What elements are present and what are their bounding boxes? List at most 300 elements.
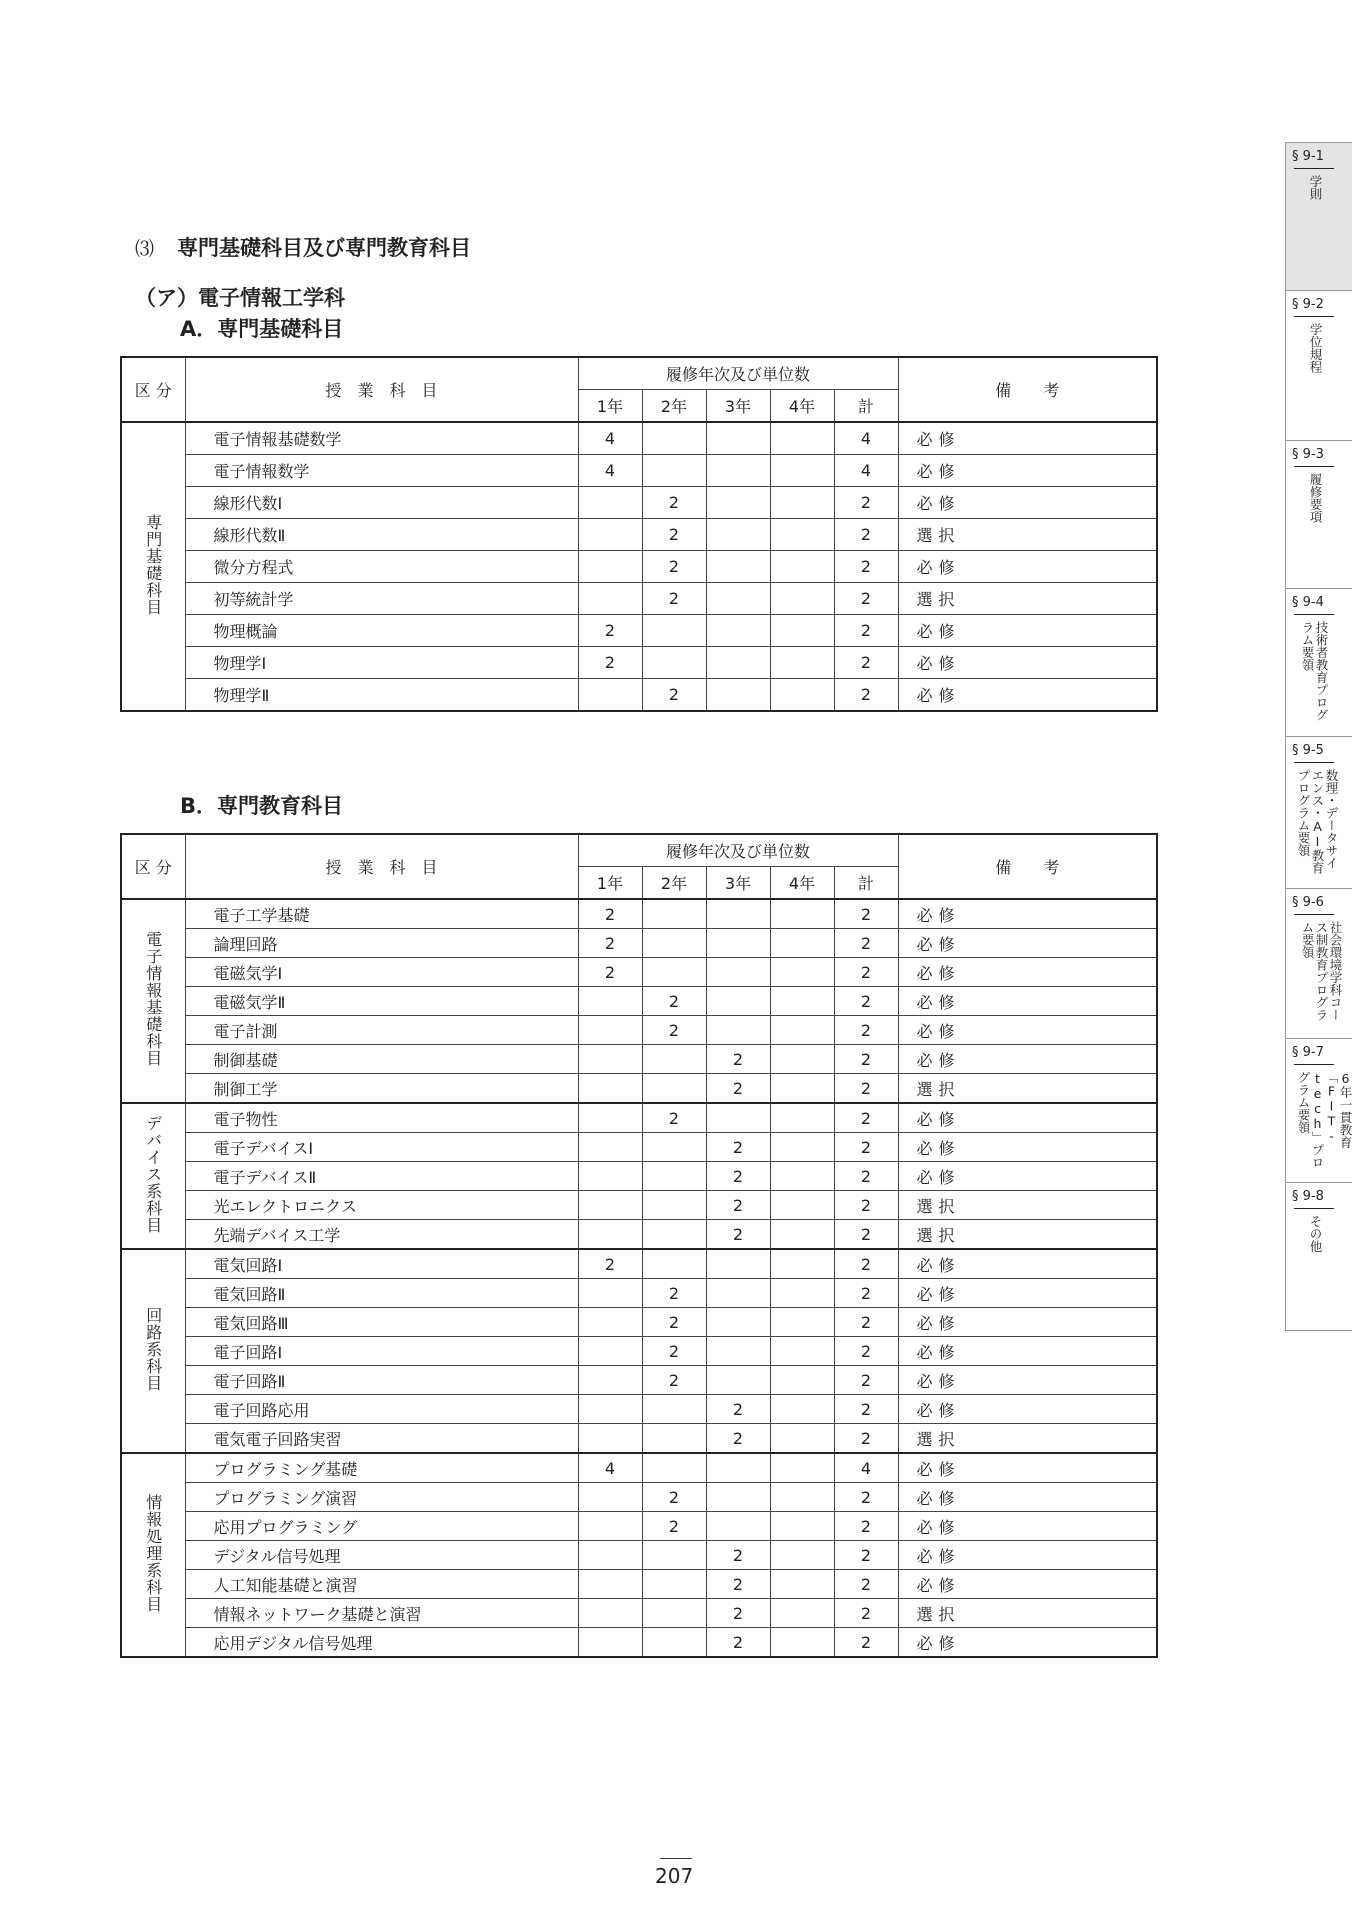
table-row [121,551,1157,583]
credit-y1-cell [578,1279,642,1308]
credit-y2-cell: 2 [642,1512,706,1541]
header-subject: 授 業 科 目 [185,357,578,422]
credit-total-cell: 2 [834,1249,898,1279]
credit-y3-cell [706,1483,770,1512]
credit-total-cell: 2 [834,899,898,929]
remark-cell: 選択 [898,1424,1157,1454]
credit-y4-cell [770,1483,834,1512]
remark-cell: 選択 [898,1220,1157,1250]
credit-total-cell: 2 [834,929,898,958]
remark-cell: 必修 [898,1628,1157,1658]
category-label: 情報処理系科目 [143,1493,163,1613]
subject-cell: デジタル信号処理 [185,1541,578,1570]
tab-code: § 9-6 [1292,895,1324,910]
credit-y4-cell [770,1453,834,1483]
credit-y2-cell [642,1162,706,1191]
subject-cell: 電気回路Ⅲ [185,1308,578,1337]
credit-y2-cell: 2 [642,1103,706,1133]
subject-cell: 先端デバイス工学 [185,1220,578,1250]
credit-total-cell: 2 [834,519,898,551]
credit-y2-cell [642,1045,706,1074]
table-row [121,455,1157,487]
credit-total-cell: 2 [834,958,898,987]
table-row [121,1191,1157,1220]
subject-cell: プログラミング演習 [185,1483,578,1512]
credit-y4-cell [770,615,834,647]
tab-label: 学則 [1308,175,1323,200]
credit-y1-cell [578,1220,642,1250]
credit-y1-cell [578,679,642,712]
credit-total-cell: 2 [834,1483,898,1512]
credit-y4-cell [770,679,834,712]
header-total: 計 [834,867,898,900]
remark-cell: 必修 [898,1483,1157,1512]
credit-y1-cell [578,1366,642,1395]
remark-cell: 選択 [898,1191,1157,1220]
credit-y4-cell [770,422,834,455]
credit-y3-cell [706,929,770,958]
credit-y4-cell [770,929,834,958]
credit-y2-cell: 2 [642,487,706,519]
table-row [121,1424,1157,1454]
remark-cell: 選択 [898,583,1157,615]
subject-cell: 電子物性 [185,1103,578,1133]
credit-y2-cell [642,1395,706,1424]
category-cell [121,1103,185,1249]
credit-y3-cell: 2 [706,1395,770,1424]
table-row [121,1337,1157,1366]
credit-y4-cell [770,1220,834,1250]
tab-rule [1294,1064,1334,1065]
header-year3: 3年 [706,390,770,423]
header-year2: 2年 [642,867,706,900]
remark-cell: 選択 [898,519,1157,551]
credit-y3-cell [706,583,770,615]
remark-cell: 必修 [898,987,1157,1016]
table-row [121,1599,1157,1628]
credit-y2-cell [642,615,706,647]
credit-y3-cell: 2 [706,1045,770,1074]
credit-total-cell: 2 [834,615,898,647]
credit-total-cell: 4 [834,1453,898,1483]
credit-total-cell: 2 [834,1191,898,1220]
remark-cell: 必修 [898,1103,1157,1133]
header-credits: 履修年次及び単位数 [578,357,898,390]
credit-y4-cell [770,1424,834,1454]
table-row [121,647,1157,679]
credit-y1-cell: 2 [578,647,642,679]
credit-y2-cell: 2 [642,679,706,712]
credit-y1-cell [578,551,642,583]
credit-y1-cell: 4 [578,422,642,455]
tab-rule [1294,614,1334,615]
subject-cell: 電子回路応用 [185,1395,578,1424]
credit-y1-cell [578,1133,642,1162]
tab-code: § 9-7 [1292,1045,1324,1060]
remark-cell: 必修 [898,958,1157,987]
section-tab[interactable] [1286,736,1352,889]
credit-y3-cell [706,1453,770,1483]
credit-y4-cell [770,1103,834,1133]
category-cell [121,422,185,711]
header-category: 区 分 [121,834,185,899]
subject-cell: 電磁気学Ⅰ [185,958,578,987]
credit-total-cell: 4 [834,422,898,455]
header-year4: 4年 [770,867,834,900]
credit-total-cell: 2 [834,1016,898,1045]
table-row [121,899,1157,929]
section-tab[interactable] [1286,142,1352,291]
header-category: 区 分 [121,357,185,422]
credit-total-cell: 2 [834,679,898,712]
tab-label: 6年一貫教育「FIT-tech」プログラム要領 [1296,1071,1353,1169]
credit-y1-cell: 2 [578,899,642,929]
credit-y2-cell [642,422,706,455]
credit-total-cell: 2 [834,1541,898,1570]
credit-y1-cell [578,1162,642,1191]
header-year1: 1年 [578,390,642,423]
credit-y3-cell: 2 [706,1628,770,1658]
credit-y3-cell [706,679,770,712]
table-row [121,1016,1157,1045]
subject-cell: 電気回路Ⅱ [185,1279,578,1308]
section-tab[interactable] [1286,888,1352,1039]
credit-y3-cell: 2 [706,1220,770,1250]
credit-y1-cell [578,1045,642,1074]
credit-y1-cell: 2 [578,958,642,987]
remark-cell: 必修 [898,615,1157,647]
credit-total-cell: 2 [834,1512,898,1541]
credit-y2-cell: 2 [642,551,706,583]
credit-y4-cell [770,1133,834,1162]
credit-y2-cell [642,455,706,487]
tab-label: 数理・データサイエンス・AI教育プログラム要領 [1296,769,1339,874]
remark-cell: 必修 [898,1249,1157,1279]
subject-cell: 電気回路Ⅰ [185,1249,578,1279]
header-remarks: 備 考 [898,357,1157,422]
credit-y3-cell: 2 [706,1424,770,1454]
remark-cell: 必修 [898,1570,1157,1599]
credit-y1-cell [578,1541,642,1570]
tab-label: 学位規程 [1308,323,1323,373]
credit-total-cell: 2 [834,583,898,615]
section-title: 専門基礎科目及び専門教育科目 [177,236,471,260]
credit-y2-cell: 2 [642,1016,706,1045]
credit-y2-cell [642,647,706,679]
credit-y2-cell: 2 [642,1483,706,1512]
credit-y1-cell: 4 [578,1453,642,1483]
subject-cell: 物理学Ⅱ [185,679,578,712]
credit-total-cell: 2 [834,1424,898,1454]
credit-y3-cell: 2 [706,1599,770,1628]
subject-cell: 微分方程式 [185,551,578,583]
credit-y4-cell [770,583,834,615]
credit-y4-cell [770,987,834,1016]
subject-cell: 電子計測 [185,1016,578,1045]
table-row [121,1074,1157,1104]
tab-rule [1294,762,1334,763]
table-row [121,1395,1157,1424]
credit-y1-cell [578,1308,642,1337]
credit-total-cell: 2 [834,1133,898,1162]
subject-cell: 物理概論 [185,615,578,647]
credit-y1-cell: 4 [578,455,642,487]
remark-cell: 必修 [898,487,1157,519]
remark-cell: 必修 [898,455,1157,487]
credit-y3-cell [706,1308,770,1337]
credit-y4-cell [770,1570,834,1599]
remark-cell: 選択 [898,1074,1157,1104]
credit-y1-cell [578,1570,642,1599]
table-row [121,987,1157,1016]
credit-y1-cell [578,1512,642,1541]
credit-y4-cell [770,1395,834,1424]
category-cell [121,899,185,1103]
credit-y3-cell [706,551,770,583]
section-heading [135,232,471,262]
credit-y2-cell [642,958,706,987]
credit-total-cell: 2 [834,1395,898,1424]
credit-y4-cell [770,1016,834,1045]
credit-y3-cell: 2 [706,1162,770,1191]
tab-label: 社会環境学科コース制教育プログラム要領 [1300,921,1343,1021]
credit-y2-cell [642,1074,706,1104]
credit-y2-cell: 2 [642,1308,706,1337]
credit-y2-cell: 2 [642,1366,706,1395]
credit-y4-cell [770,899,834,929]
page-number: 207 [655,1864,694,1888]
credit-y4-cell [770,1366,834,1395]
credit-y4-cell [770,487,834,519]
subject-cell: 電子回路Ⅰ [185,1337,578,1366]
table-row [121,1103,1157,1133]
section-tab[interactable] [1286,1038,1352,1183]
credit-y4-cell [770,1628,834,1658]
credit-y1-cell [578,1103,642,1133]
credit-total-cell: 2 [834,1570,898,1599]
header-total: 計 [834,390,898,423]
table-row [121,1162,1157,1191]
credit-y1-cell [578,1074,642,1104]
tab-code: § 9-1 [1292,149,1324,164]
credit-y1-cell [578,583,642,615]
credit-y3-cell [706,899,770,929]
table-row [121,1133,1157,1162]
credit-y2-cell: 2 [642,519,706,551]
table-specialized-subjects [120,833,1158,1658]
tab-rule [1294,316,1334,317]
credit-y4-cell [770,1599,834,1628]
credit-total-cell: 2 [834,551,898,583]
remark-cell: 必修 [898,929,1157,958]
credit-y3-cell [706,487,770,519]
credit-y1-cell [578,1191,642,1220]
credit-y4-cell [770,1249,834,1279]
credit-y4-cell [770,1541,834,1570]
credit-y3-cell [706,1103,770,1133]
credit-total-cell: 2 [834,1308,898,1337]
credit-y3-cell [706,1366,770,1395]
table-basic-subjects [120,356,1158,712]
credit-y4-cell [770,519,834,551]
credit-y1-cell: 2 [578,929,642,958]
credit-y1-cell: 2 [578,615,642,647]
tab-rule [1294,1208,1334,1209]
section-tab-index [1285,142,1352,1331]
credit-y1-cell [578,1016,642,1045]
table-row [121,1512,1157,1541]
table-row [121,1541,1157,1570]
tab-label: その他 [1308,1215,1323,1253]
credit-y1-cell [578,487,642,519]
credit-y3-cell [706,1337,770,1366]
subheading-a: A．専門基礎科目 [180,317,344,341]
credit-y3-cell [706,1512,770,1541]
credit-y2-cell [642,1570,706,1599]
header-year2: 2年 [642,390,706,423]
remark-cell: 必修 [898,679,1157,712]
subject-cell: 光エレクトロニクス [185,1191,578,1220]
category-cell [121,1249,185,1453]
table-row [121,487,1157,519]
credit-y1-cell [578,987,642,1016]
subject-cell: 電子工学基礎 [185,899,578,929]
credit-y2-cell [642,1133,706,1162]
credit-y3-cell [706,455,770,487]
category-label: 電子情報基礎科目 [143,931,163,1067]
credit-y3-cell: 2 [706,1570,770,1599]
remark-cell: 選択 [898,1599,1157,1628]
header-subject: 授 業 科 目 [185,834,578,899]
tab-code: § 9-3 [1292,447,1324,462]
header-year3: 3年 [706,867,770,900]
subject-cell: 線形代数Ⅱ [185,519,578,551]
remark-cell: 必修 [898,1366,1157,1395]
subject-cell: 電子回路Ⅱ [185,1366,578,1395]
remark-cell: 必修 [898,1133,1157,1162]
header-year4: 4年 [770,390,834,423]
table-row [121,1570,1157,1599]
subject-cell: 電子情報数学 [185,455,578,487]
credit-y2-cell: 2 [642,987,706,1016]
credit-y4-cell [770,1191,834,1220]
credit-y3-cell: 2 [706,1191,770,1220]
credit-y2-cell: 2 [642,1337,706,1366]
subheading-b: B．専門教育科目 [180,794,344,818]
remark-cell: 必修 [898,1279,1157,1308]
credit-y4-cell [770,1074,834,1104]
tab-rule [1294,914,1334,915]
credit-total-cell: 2 [834,1045,898,1074]
table-row [121,1483,1157,1512]
section-tab[interactable] [1286,1182,1352,1331]
section-tab[interactable] [1286,290,1352,441]
remark-cell: 必修 [898,1162,1157,1191]
department-heading: （ア）電子情報工学科 [135,286,345,310]
tab-code: § 9-8 [1292,1189,1324,1204]
remark-cell: 必修 [898,422,1157,455]
tab-code: § 9-5 [1292,743,1324,758]
credit-y2-cell [642,1628,706,1658]
credit-total-cell: 2 [834,1074,898,1104]
credit-y2-cell [642,1191,706,1220]
table-row [121,583,1157,615]
credit-total-cell: 2 [834,1599,898,1628]
credit-y2-cell [642,1541,706,1570]
section-tab[interactable] [1286,440,1352,589]
table-row [121,929,1157,958]
credit-total-cell: 2 [834,1337,898,1366]
remark-cell: 必修 [898,647,1157,679]
credit-y3-cell [706,1249,770,1279]
tab-code: § 9-4 [1292,595,1324,610]
credit-y4-cell [770,455,834,487]
header-year1: 1年 [578,867,642,900]
credit-y2-cell [642,1424,706,1454]
subject-cell: 制御基礎 [185,1045,578,1074]
table-row [121,1308,1157,1337]
credit-y1-cell [578,1483,642,1512]
table-row [121,519,1157,551]
remark-cell: 必修 [898,1512,1157,1541]
remark-cell: 必修 [898,1308,1157,1337]
tab-rule [1294,168,1334,169]
section-number: ⑶ [135,238,155,260]
credit-y1-cell: 2 [578,1249,642,1279]
table-row [121,1045,1157,1074]
credit-y4-cell [770,647,834,679]
credit-y3-cell [706,1016,770,1045]
credit-y3-cell [706,422,770,455]
table-row [121,679,1157,712]
header-remarks: 備 考 [898,834,1157,899]
subject-cell: 電子デバイスⅡ [185,1162,578,1191]
credit-y4-cell [770,1279,834,1308]
credit-y4-cell [770,1308,834,1337]
credit-y3-cell [706,958,770,987]
category-label: 回路系科目 [143,1306,163,1392]
tab-label: 履修要項 [1308,473,1323,523]
credit-y2-cell [642,1220,706,1250]
subject-cell: 応用プログラミング [185,1512,578,1541]
credit-y1-cell [578,1395,642,1424]
subject-cell: 制御工学 [185,1074,578,1104]
credit-y4-cell [770,1337,834,1366]
credit-total-cell: 2 [834,987,898,1016]
credit-total-cell: 2 [834,487,898,519]
credit-y4-cell [770,1045,834,1074]
credit-y2-cell [642,1599,706,1628]
tab-rule [1294,466,1334,467]
subject-cell: 電子デバイスⅠ [185,1133,578,1162]
remark-cell: 必修 [898,899,1157,929]
credit-y3-cell [706,519,770,551]
credit-y1-cell [578,1628,642,1658]
credit-total-cell: 2 [834,1162,898,1191]
subject-cell: 人工知能基礎と演習 [185,1570,578,1599]
subject-cell: 電気電子回路実習 [185,1424,578,1454]
remark-cell: 必修 [898,551,1157,583]
category-cell [121,1453,185,1657]
table-row [121,1628,1157,1658]
subject-cell: 論理回路 [185,929,578,958]
section-tab[interactable] [1286,588,1352,737]
table-row [121,422,1157,455]
table-row [121,1366,1157,1395]
credit-y3-cell [706,615,770,647]
subject-cell: 線形代数Ⅰ [185,487,578,519]
credit-y3-cell [706,987,770,1016]
